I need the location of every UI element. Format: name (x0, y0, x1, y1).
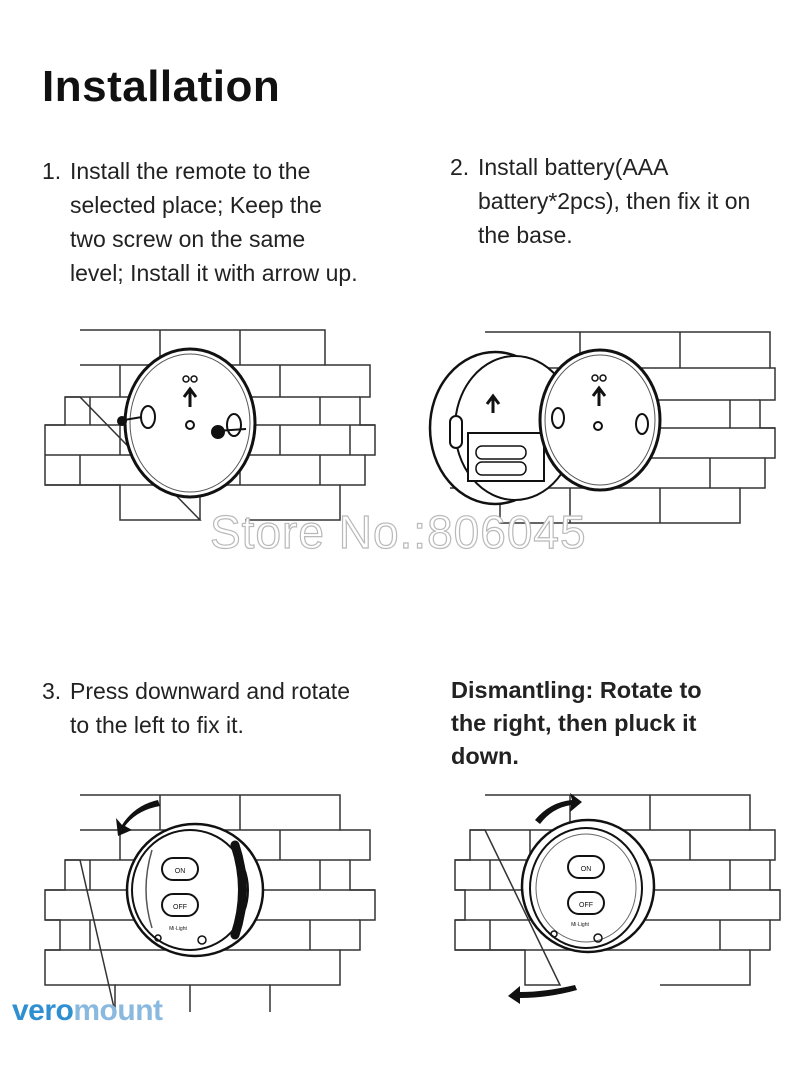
step-3-text: Press downward and rotate to the left to fix it. (70, 678, 350, 738)
dismantling-text: Dismantling: Rotate to the right, then pluck it down. (451, 677, 702, 769)
logo-part-2: mount (73, 994, 163, 1027)
pull-down-arrow-icon (508, 985, 577, 1004)
brand-logo (12, 994, 163, 1028)
on-button-2-label: ON (580, 866, 592, 873)
on-button-2 (568, 856, 604, 878)
off-button-label: OFF (173, 904, 187, 911)
step-3 (42, 674, 350, 742)
step-1-number: 1. (42, 158, 62, 184)
step-1 (42, 154, 358, 290)
store-watermark: Store No.:806045 (210, 506, 587, 558)
remote-front-2 (522, 820, 654, 952)
remote-base-open (540, 350, 660, 490)
off-button (162, 894, 198, 916)
brand-label-2: Mi·Light (571, 922, 589, 928)
on-button-label: ON (174, 868, 186, 875)
off-button-2 (568, 892, 604, 914)
figure-rotate-left (40, 790, 380, 1015)
remote-front (127, 824, 263, 956)
step-2-number: 2. (450, 154, 470, 180)
step-2-text: Install battery(AAA battery*2pcs), then fix it on the base. (478, 154, 751, 248)
step-1-text: Install the remote to the selected place; Keep the two screw on the same level; Install it with arrow up. (70, 158, 358, 286)
figure-dismantle (450, 790, 790, 1015)
step-3-number: 3. (42, 678, 62, 704)
page-title: Installation (42, 62, 281, 111)
round-base-plate (125, 349, 255, 497)
logo-part-1: vero (12, 994, 74, 1027)
step-2 (450, 150, 750, 252)
brand-label: Mi·Light (169, 926, 187, 932)
off-button-2-label: OFF (579, 902, 593, 909)
on-button (162, 858, 198, 880)
rotate-right-arrow-icon (535, 793, 582, 824)
dismantling-note (451, 674, 702, 773)
